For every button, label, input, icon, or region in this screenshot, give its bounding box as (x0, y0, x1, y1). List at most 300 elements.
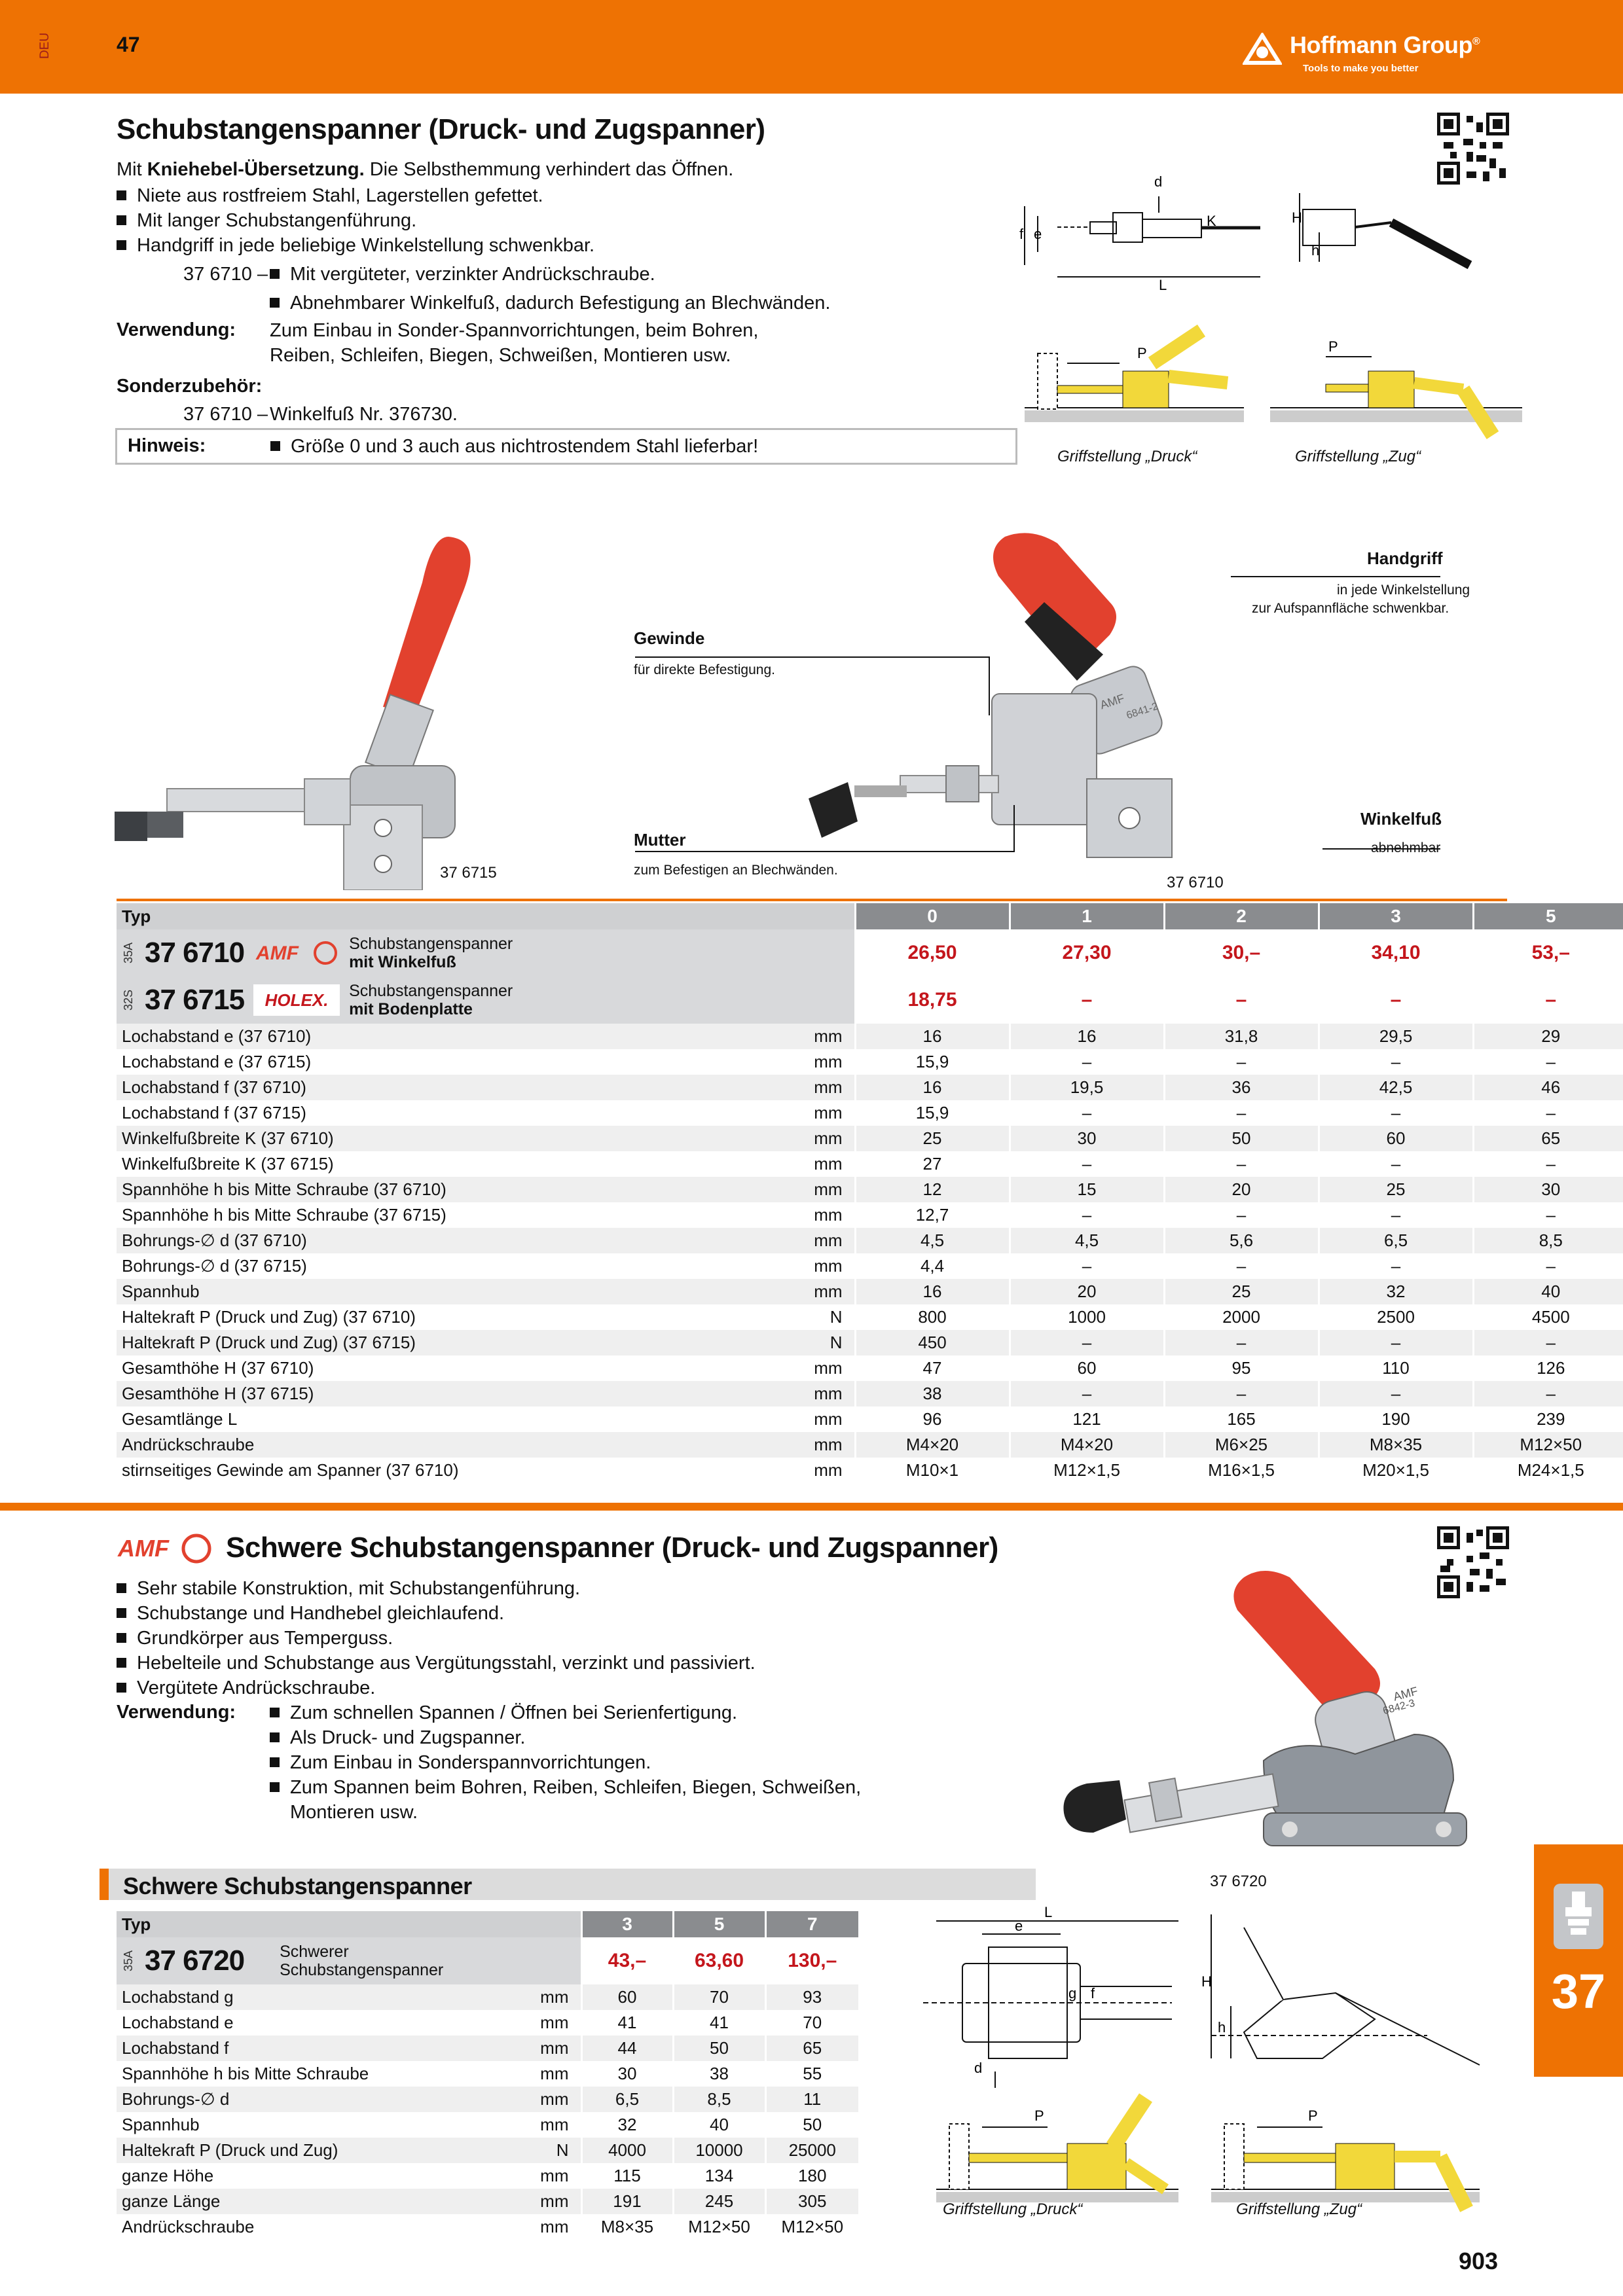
orange-marker (100, 1869, 109, 1900)
row-label (117, 1049, 855, 1075)
table-row (117, 1126, 1623, 1151)
row-label-text: Gesamthöhe H (37 6715) (122, 1384, 314, 1403)
row-label (117, 1024, 855, 1049)
value-cell: 27 (855, 1151, 1010, 1177)
amf-text: AMF (118, 1535, 169, 1562)
row-label (117, 2087, 581, 2112)
row-label (117, 2163, 581, 2189)
value-cell: 20 (1164, 1177, 1319, 1202)
table-row (117, 2163, 858, 2189)
gewinde-leader-v (989, 656, 990, 715)
clamp-dimension-diagram (1012, 167, 1522, 471)
list-item (270, 262, 830, 287)
value-cell: 180 (765, 2163, 858, 2189)
bullet-text: Zum Einbau in Sonderspannvorrichtungen. (290, 1752, 651, 1773)
desc-line1: Schubstangenspanner (349, 935, 513, 953)
row-label-text: ganze Höhe (122, 2166, 214, 2185)
product-row-376720[interactable] (117, 1937, 858, 1984)
size-col: 3 (1319, 903, 1473, 929)
row-label-text: stirnseitiges Gewinde am Spanner (37 6710) (122, 1460, 459, 1480)
value-cell: – (1319, 1330, 1473, 1355)
value-cell: 190 (1319, 1407, 1473, 1432)
intro-suffix: Die Selbsthemmung verhindert das Öffnen. (364, 159, 734, 180)
value-cell: M16×1,5 (1164, 1458, 1319, 1483)
table1-top-rule (117, 899, 1507, 901)
bullet-text: Vergütete Andrückschraube. (137, 1677, 376, 1698)
product-cell (117, 977, 855, 1024)
bullet-text: Sehr stabile Konstruktion, mit Schubstangenführung. (137, 1578, 581, 1599)
value-cell: 25 (855, 1126, 1010, 1151)
table-row (117, 2036, 858, 2061)
list-item (270, 1775, 861, 1800)
article-376710[interactable] (122, 935, 849, 971)
row-unit: mm (814, 1358, 843, 1378)
row-unit: mm (814, 1230, 843, 1250)
row-label-text: Lochabstand e (37 6715) (122, 1052, 312, 1071)
value-cell: 29,5 (1319, 1024, 1473, 1049)
caption-push: Griffstellung „Druck“ (1057, 448, 1197, 465)
value-cell: 42,5 (1319, 1075, 1473, 1100)
holex-text: HOLEX. (264, 990, 329, 1010)
value-cell: 12 (855, 1177, 1010, 1202)
size-col: 2 (1164, 903, 1319, 929)
table-row (117, 1984, 858, 2010)
photo-label-376715: 37 6715 (440, 864, 497, 882)
label-P-pull: P (1328, 338, 1338, 355)
bullet-text: Mit langer Schubstangenführung. (137, 210, 417, 231)
caption-push-heavy: Griffstellung „Druck“ (943, 2200, 1083, 2218)
row-label-text: Winkelfußbreite K (37 6715) (122, 1154, 334, 1174)
row-label (117, 1279, 855, 1304)
value-cell: 25000 (765, 2138, 858, 2163)
row-label-text: Spannhub (122, 2115, 200, 2134)
row-label (117, 1330, 855, 1355)
value-cell: – (1319, 1202, 1473, 1228)
catalog-page-ref: 35A (122, 942, 135, 964)
value-cell: – (1473, 1381, 1623, 1407)
chapter-page-number: 47 (117, 33, 140, 56)
amf-logo-icon (117, 1530, 215, 1567)
value-cell: 6,5 (581, 2087, 673, 2112)
accessory-label: Sonderzubehör: (117, 376, 263, 397)
type-label: Typ (117, 903, 855, 929)
row-label (117, 1075, 855, 1100)
note-box (115, 428, 1017, 465)
list-item (117, 233, 594, 258)
article-376720[interactable] (122, 1943, 575, 1979)
value-cell: 29 (1473, 1024, 1623, 1049)
engraving-amf: AMF (1391, 1684, 1419, 1704)
section1-intro (117, 157, 733, 182)
amf-logo-icon (253, 937, 340, 969)
section1-title: Schubstangenspanner (Druck- und Zugspanner) (117, 113, 765, 145)
value-cell: 41 (673, 2010, 765, 2036)
value-cell: – (1473, 1253, 1623, 1279)
bullet-text: Montieren usw. (290, 1802, 418, 1823)
product-description (349, 935, 513, 971)
table-row (117, 2112, 858, 2138)
row-label-text: Lochabstand f (122, 2038, 229, 2058)
value-cell: M10×1 (855, 1458, 1010, 1483)
value-cell: 10000 (673, 2138, 765, 2163)
table-row (117, 1177, 1623, 1202)
value-cell: – (1164, 1100, 1319, 1126)
row-label-text: ganze Länge (122, 2191, 221, 2211)
value-cell: 38 (673, 2061, 765, 2087)
row-unit: mm (540, 1987, 569, 2007)
value-cell: 38 (855, 1381, 1010, 1407)
table-header-row (117, 903, 1623, 929)
hoffmann-logo-icon (1243, 33, 1282, 65)
section2-bullet-list (117, 1576, 756, 1700)
row-label (117, 1151, 855, 1177)
size-col: 7 (765, 1911, 858, 1937)
value-cell: 20 (1010, 1279, 1164, 1304)
list-item (117, 1651, 756, 1676)
row-unit: mm (814, 1103, 843, 1122)
section2-title: Schwere Schubstangenspanner (Druck- und Zugspanner) (226, 1532, 998, 1564)
value-cell: M4×20 (855, 1432, 1010, 1458)
table-row (117, 1381, 1623, 1407)
row-label (117, 1432, 855, 1458)
list-item (270, 1750, 861, 1775)
type-label: Typ (117, 1911, 581, 1937)
table-row (117, 1202, 1623, 1228)
table-row (117, 1330, 1623, 1355)
engraving-model: 6842-3 (1381, 1697, 1417, 1717)
row-label (117, 1177, 855, 1202)
value-cell: 60 (581, 1984, 673, 2010)
size-col: 5 (1473, 903, 1623, 929)
row-unit: mm (814, 1384, 843, 1403)
value-cell: – (1010, 1151, 1164, 1177)
value-cell: 8,5 (1473, 1228, 1623, 1253)
row-label-text: Spannhub (122, 1282, 200, 1301)
product-photo-376720 (1048, 1564, 1506, 1872)
row-unit: mm (540, 2038, 569, 2058)
value-cell: M12×1,5 (1010, 1458, 1164, 1483)
value-cell: – (1319, 1253, 1473, 1279)
table2-heading: Schwere Schubstangenspanner (123, 1873, 472, 1899)
value-cell: 16 (855, 1024, 1010, 1049)
value-cell: M6×25 (1164, 1432, 1319, 1458)
table-row (117, 1228, 1623, 1253)
value-cell: 2500 (1319, 1304, 1473, 1330)
photo-label-376710: 37 6710 (1167, 874, 1224, 891)
row-unit: mm (814, 1282, 843, 1301)
table-row (117, 2138, 858, 2163)
language-code: DEU (38, 32, 52, 60)
label-f: f (1091, 1985, 1095, 2001)
amf-text: AMF (256, 942, 299, 964)
usage-line: Reiben, Schleifen, Biegen, Schweißen, Montieren usw. (270, 345, 731, 366)
value-cell: 4,5 (855, 1228, 1010, 1253)
value-cell: 30 (581, 2061, 673, 2087)
mutter-leader-v (1013, 805, 1015, 852)
table-header-row (117, 1911, 858, 1937)
label-P-push: P (1137, 345, 1147, 361)
mutter-leader (635, 851, 1015, 852)
table-row (117, 1151, 1623, 1177)
value-cell: 50 (1164, 1126, 1319, 1151)
row-unit: mm (540, 2064, 569, 2083)
bullet-text: Zum Spannen beim Bohren, Reiben, Schleifen, Biegen, Schweißen, (290, 1777, 862, 1798)
row-label (117, 1253, 855, 1279)
row-label-text: Lochabstand f (37 6710) (122, 1077, 306, 1097)
row-label (117, 2061, 581, 2087)
hoffmann-logo[interactable] (1243, 29, 1524, 75)
callout-handgriff-line2: zur Aufspannfläche schwenkbar. (1252, 601, 1450, 616)
engraving-model: 6841-2 (1125, 700, 1160, 722)
table-row (117, 2189, 858, 2214)
product-row-376715[interactable] (117, 977, 1623, 1024)
catalog-page-ref: 35A (122, 1950, 135, 1972)
table-row (117, 2061, 858, 2087)
value-cell: 126 (1473, 1355, 1623, 1381)
label-P-push: P (1034, 2108, 1044, 2124)
section2-usage-list (270, 1700, 861, 1825)
spec-table-1-body (117, 1024, 1623, 1483)
table-row (117, 1279, 1623, 1304)
note-text (270, 434, 758, 459)
table-row (117, 1253, 1623, 1279)
table-row (117, 1432, 1623, 1458)
value-cell: – (1319, 1049, 1473, 1075)
callout-mutter-desc: zum Befestigen an Blechwänden. (634, 863, 838, 878)
photo-label-376720: 37 6720 (1210, 1873, 1267, 1890)
label-L: L (1159, 277, 1167, 293)
value-cell: 25 (1319, 1177, 1473, 1202)
page-number: 903 (1459, 2248, 1499, 2274)
row-label (117, 2010, 581, 2036)
value-cell: 60 (1010, 1355, 1164, 1381)
value-cell: 121 (1010, 1407, 1164, 1432)
value-cell: 800 (855, 1304, 1010, 1330)
usage-label: Verwendung: (117, 319, 236, 340)
brand-tagline: Tools to make you better (1303, 63, 1419, 74)
price-cell: 27,30 (1010, 929, 1164, 977)
handgriff-leader (1231, 576, 1440, 577)
value-cell: M12×50 (673, 2214, 765, 2240)
note-text-content: Größe 0 und 3 auch aus nichtrostendem Stahl lieferbar! (291, 436, 759, 457)
label-H: H (1201, 1973, 1212, 1990)
bullet-text: Zum schnellen Spannen / Öffnen bei Serienfertigung. (290, 1702, 738, 1723)
intro-bold: Kniehebel-Übersetzung. (147, 159, 365, 180)
row-label (117, 1355, 855, 1381)
price-cell: 130,– (765, 1937, 858, 1984)
value-cell: 47 (855, 1355, 1010, 1381)
value-cell: 40 (1473, 1279, 1623, 1304)
note-label: Hinweis: (128, 435, 206, 456)
table-row (117, 1304, 1623, 1330)
registered-mark: ® (1472, 36, 1480, 47)
value-cell: 60 (1319, 1126, 1473, 1151)
callout-handgriff-title: Handgriff (1367, 548, 1443, 568)
row-unit: mm (540, 2013, 569, 2032)
bullet-text: Handgriff in jede beliebige Winkelstellung schwenkbar. (137, 235, 595, 256)
value-cell: 25 (1164, 1279, 1319, 1304)
value-cell: – (1164, 1202, 1319, 1228)
value-cell: 44 (581, 2036, 673, 2061)
value-cell: – (1319, 1100, 1473, 1126)
value-cell: 15 (1010, 1177, 1164, 1202)
table-row (117, 1407, 1623, 1432)
row-unit: mm (814, 1128, 843, 1148)
size-col: 3 (581, 1911, 673, 1937)
label-g: g (1068, 1985, 1077, 2001)
row-label-text: Lochabstand e (37 6710) (122, 1026, 312, 1046)
value-cell: 450 (855, 1330, 1010, 1355)
value-cell: 55 (765, 2061, 858, 2087)
table-row (117, 1458, 1623, 1483)
value-cell: 70 (673, 1984, 765, 2010)
row-label-text: Lochabstand f (37 6715) (122, 1103, 306, 1122)
callout-mutter-title: Mutter (634, 830, 686, 850)
brand-name: Hoffmann Group (1290, 31, 1472, 58)
list-item (270, 1725, 861, 1750)
value-cell: 16 (855, 1279, 1010, 1304)
row-unit: mm (540, 2089, 569, 2109)
price-cell: 26,50 (855, 929, 1010, 977)
article-376715[interactable] (122, 982, 849, 1018)
product-cell (117, 1937, 581, 1984)
row-label-text: Andrückschraube (122, 1435, 255, 1454)
row-label-text: Gesamtlänge L (122, 1409, 238, 1429)
row-label (117, 2112, 581, 2138)
value-cell: – (1010, 1253, 1164, 1279)
value-cell: M20×1,5 (1319, 1458, 1473, 1483)
value-cell: 30 (1010, 1126, 1164, 1151)
callout-gewinde-title: Gewinde (634, 628, 705, 648)
list-item (117, 183, 594, 208)
value-cell: 30 (1473, 1177, 1623, 1202)
bullet-text: Grundkörper aus Temperguss. (137, 1628, 393, 1649)
price-cell: 63,60 (673, 1937, 765, 1984)
row-label (117, 1304, 855, 1330)
table-row (117, 2010, 858, 2036)
row-label-text: Winkelfußbreite K (37 6710) (122, 1128, 334, 1148)
value-cell: – (1164, 1330, 1319, 1355)
value-cell: M8×35 (1319, 1432, 1473, 1458)
row-label (117, 2036, 581, 2061)
row-label-text: Bohrungs-∅ d (122, 2089, 230, 2109)
value-cell: – (1473, 1202, 1623, 1228)
accessory-text: Winkelfuß Nr. 376730. (270, 404, 458, 425)
bullet-text: Als Druck- und Zugspanner. (290, 1727, 526, 1748)
desc-line2: mit Bodenplatte (349, 1000, 473, 1018)
row-label-text: Gesamthöhe H (37 6710) (122, 1358, 314, 1378)
row-label (117, 2214, 581, 2240)
value-cell: 31,8 (1164, 1024, 1319, 1049)
table2-heading-bar (100, 1869, 1036, 1900)
row-unit: mm (814, 1179, 843, 1199)
usage-text (270, 318, 758, 368)
label-d: d (974, 2060, 983, 2076)
price-cell: 53,– (1473, 929, 1623, 977)
table-row (117, 2087, 858, 2112)
label-h: h (1218, 2019, 1226, 2036)
price-cell: – (1319, 977, 1473, 1024)
value-cell: 1000 (1010, 1304, 1164, 1330)
value-cell: 165 (1164, 1407, 1319, 1432)
label-e: e (1015, 1918, 1023, 1934)
value-cell: 191 (581, 2189, 673, 2214)
value-cell: 16 (855, 1075, 1010, 1100)
value-cell: 115 (581, 2163, 673, 2189)
value-cell: – (1010, 1202, 1164, 1228)
value-cell: 95 (1164, 1355, 1319, 1381)
list-item (270, 1700, 861, 1725)
list-item (117, 1676, 756, 1700)
size-col: 5 (673, 1911, 765, 1937)
value-cell: 4,5 (1010, 1228, 1164, 1253)
row-label (117, 2189, 581, 2214)
value-cell: – (1164, 1253, 1319, 1279)
product-photo-376715 (108, 524, 514, 890)
row-label (117, 1126, 855, 1151)
value-cell: 11 (765, 2087, 858, 2112)
callout-winkelfuss-desc: abnehmbar (1371, 840, 1441, 855)
value-cell: 50 (765, 2112, 858, 2138)
value-cell: 8,5 (673, 2087, 765, 2112)
row-unit: mm (814, 1077, 843, 1097)
chapter-tab[interactable] (1534, 1844, 1623, 2077)
holex-logo-icon (253, 984, 340, 1016)
label-H: H (1292, 209, 1302, 226)
row-label (117, 1381, 855, 1407)
value-cell: 32 (1319, 1279, 1473, 1304)
label-L: L (1044, 1904, 1053, 1920)
value-cell: – (1010, 1100, 1164, 1126)
row-unit: mm (814, 1026, 843, 1046)
row-unit: mm (540, 2217, 569, 2236)
row-unit: N (556, 2140, 569, 2160)
list-item (117, 208, 594, 233)
intro-prefix: Mit (117, 159, 147, 180)
article-number: 37 6720 (145, 1945, 245, 1977)
price-cell: – (1164, 977, 1319, 1024)
desc-line1: Schwerer (280, 1943, 349, 1961)
value-cell: 19,5 (1010, 1075, 1164, 1100)
row-label-text: Lochabstand e (122, 2013, 234, 2032)
value-cell: M12×50 (1473, 1432, 1623, 1458)
list-item (117, 1601, 756, 1626)
value-cell: 134 (673, 2163, 765, 2189)
row-unit: mm (814, 1154, 843, 1174)
bullet-text: Hebelteile und Schubstange aus Vergütungsstahl, verzinkt und passiviert. (137, 1653, 756, 1674)
value-cell: 96 (855, 1407, 1010, 1432)
value-cell: 50 (673, 2036, 765, 2061)
top-bar (0, 0, 1623, 94)
row-label (117, 1228, 855, 1253)
row-unit: mm (814, 1256, 843, 1276)
value-cell: – (1473, 1100, 1623, 1126)
product-row-376710[interactable] (117, 929, 1623, 977)
value-cell: 16 (1010, 1024, 1164, 1049)
bullet-text: Abnehmbarer Winkelfuß, dadurch Befestigung an Blechwänden. (290, 293, 831, 314)
value-cell: – (1319, 1151, 1473, 1177)
value-cell: 4500 (1473, 1304, 1623, 1330)
price-cell: 43,– (581, 1937, 673, 1984)
value-cell: – (1473, 1330, 1623, 1355)
table-row (117, 1049, 1623, 1075)
value-cell: 70 (765, 2010, 858, 2036)
spec-table-1 (117, 903, 1623, 1483)
row-label-text: Bohrungs-∅ d (37 6710) (122, 1230, 307, 1250)
row-label-text: Bohrungs-∅ d (37 6715) (122, 1256, 307, 1276)
gewinde-leader (635, 656, 990, 658)
product-description (349, 982, 513, 1018)
